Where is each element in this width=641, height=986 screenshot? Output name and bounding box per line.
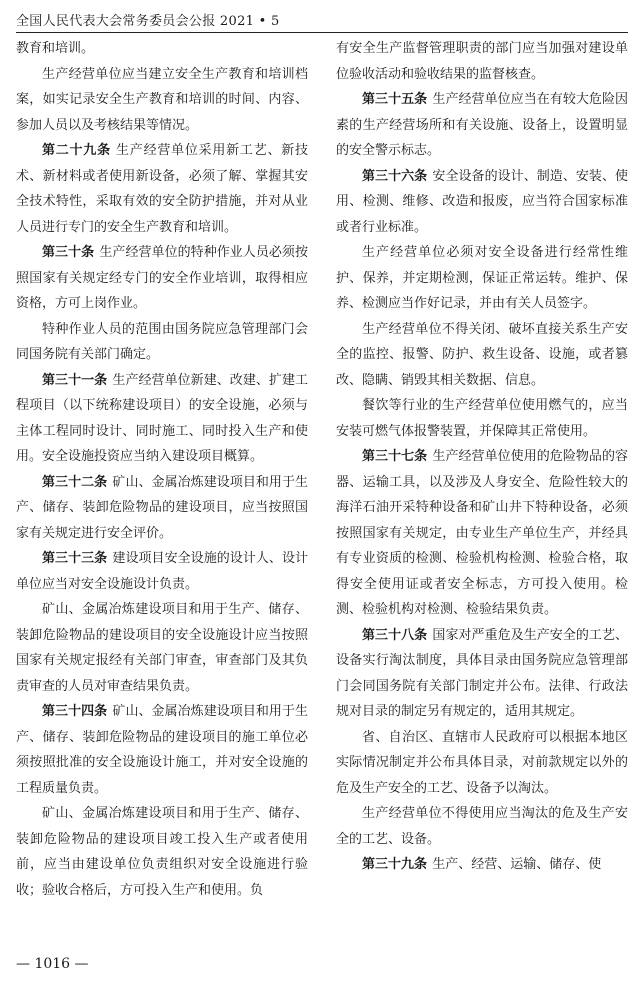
article-number: 第三十九条 [362,857,428,872]
paragraph-text: 生产经营单位不得关闭、破坏直接关系生产安全的监控、报警、防护、救生设备、设施，或者篡改、隐瞒、销毁其相关数据、信息。 [336,321,628,388]
paragraph-text: 生产经营单位应当建立安全生产教育和培训档案，如实记录安全生产教育和培训的时间、内容、参加人员以及考核结果等情况。 [16,66,308,133]
paragraph [16,317,308,368]
right-column [336,36,628,878]
article-number: 第三十七条 [362,449,428,464]
paragraph-text: 生产经营单位采用新工艺、新技术、新材料或者使用新设备，必须了解、掌握其安全技术特性，采取有效的安全防护措施，并对从业人员进行专门的安全生产教育和培训。 [16,143,308,235]
article-paragraph [16,546,308,597]
paragraph-text: 安全设备的设计、制造、安装、使用、检测、维修、改造和报废，应当符合国家标准或者行业标准。 [336,168,628,235]
article-paragraph [16,368,308,470]
paragraph-text: 生产经营单位应当在有较大危险因素的生产经营场所和有关设施、设备上，设置明显的安全警示标志。 [336,92,628,158]
paragraph-text: 有安全生产监督管理职责的部门应当加强对建设单位验收活动和验收结果的监督核查。 [336,41,628,82]
paragraph-text: 教育和培训。 [16,41,95,56]
article-paragraph [16,470,308,547]
article-number: 第三十四条 [42,704,108,719]
left-column [16,36,308,903]
article-paragraph [16,240,308,317]
article-number: 第三十三条 [42,551,108,566]
page-header [16,4,628,33]
paragraph-text: 生产经营单位新建、改建、扩建工程项目（以下统称建设项目）的安全设施，必须与主体工程同时设计、同时施工、同时投入生产和使用。安全设施投资应当纳入建设项目概算。 [16,372,308,464]
article-number: 第二十九条 [42,143,111,158]
article-paragraph [336,852,628,878]
page-number: — 1016 — [16,956,89,972]
article-number: 第三十八条 [362,627,428,643]
paragraph-text: 国家对严重危及生产安全的工艺、设备实行淘汰制度，具体目录由国务院应急管理部门会同国务院有关部门制定并公布。法律、行政法规对目录的制定另有规定的，适用其规定。 [336,627,628,719]
paragraph [336,725,628,802]
paragraph-text: 餐饮等行业的生产经营单位使用燃气的，应当安装可燃气体报警装置，并保障其正常使用。 [336,398,628,439]
paragraph-text: 矿山、金属冶炼建设项目和用于生产、储存、装卸危险物品的建设项目的安全设施设计应当按照国家有关规定报经有关部门审查，审查部门及其负责审查的人员对审查结果负责。 [16,602,308,694]
paragraph-text: 生产经营单位不得使用应当淘汰的危及生产安全的工艺、设备。 [336,806,628,847]
article-number: 第三十一条 [42,372,108,388]
body-columns [16,36,628,956]
article-paragraph [336,623,628,725]
article-number: 第三十条 [42,245,95,260]
article-paragraph [336,444,628,623]
article-number: 第三十二条 [42,474,108,490]
article-number: 第三十六条 [362,168,428,184]
paragraph-text: 生产经营单位使用的危险物品的容器、运输工具，以及涉及人身安全、危险性较大的海洋石油开采特种设备和矿山井下特种设备，必须按照国家有关规定，由专业生产单位生产，并经具有专业资质的检测、检验机构检测、检验合格，取得安全使用证或者安全标志，方可投入使用。检测、检验机构对检测、检验结果负责。 [336,449,628,617]
article-number: 第三十五条 [362,92,428,107]
paragraph [16,597,308,699]
gazette-title: 全国人民代表大会常务委员会公报 2021 • 5 [16,14,280,29]
paragraph-text: 矿山、金属冶炼建设项目和用于生产、储存、装卸危险物品的建设项目竣工投入生产或者使用前，应当由建设单位负责组织对安全设施进行验收；验收合格后，方可投入生产和使用。负 [16,806,308,898]
paragraph-text: 矿山、金属冶炼建设项目和用于生产、储存、装卸危险物品的建设项目，应当按照国家有关规定进行安全评价。 [16,474,308,541]
paragraph-text: 矿山、金属冶炼建设项目和用于生产、储存、装卸危险物品的建设项目的施工单位必须按照批准的安全设施设计施工，并对安全设施的工程质量负责。 [16,704,308,796]
paragraph [16,36,308,62]
article-paragraph [16,699,308,801]
paragraph-text: 生产经营单位的特种作业人员必须按照国家有关规定经专门的安全作业培训，取得相应资格，方可上岗作业。 [16,245,308,311]
paragraph [16,62,308,139]
article-paragraph [16,138,308,240]
paragraph [336,317,628,394]
paragraph [336,801,628,852]
paragraph-text: 特种作业人员的范围由国务院应急管理部门会同国务院有关部门确定。 [16,321,308,362]
paragraph-text: 建设项目安全设施的设计人、设计单位应当对安全设施设计负责。 [16,551,308,592]
paragraph-text: 省、自治区、直辖市人民政府可以根据本地区实际情况制定并公布具体目录，对前款规定以外的危及生产安全的工艺、设备予以淘汰。 [336,729,628,796]
paragraph [336,240,628,317]
article-paragraph [336,87,628,164]
paragraph-text: 生产、经营、运输、储存、使 [432,857,602,872]
paragraph [336,393,628,444]
paragraph-text: 生产经营单位必须对安全设备进行经常性维护、保养，并定期检测，保证正常运转。维护、保养、检测应当作好记录，并由有关人员签字。 [336,245,628,311]
article-paragraph [336,164,628,241]
paragraph [336,36,628,87]
paragraph [16,801,308,903]
